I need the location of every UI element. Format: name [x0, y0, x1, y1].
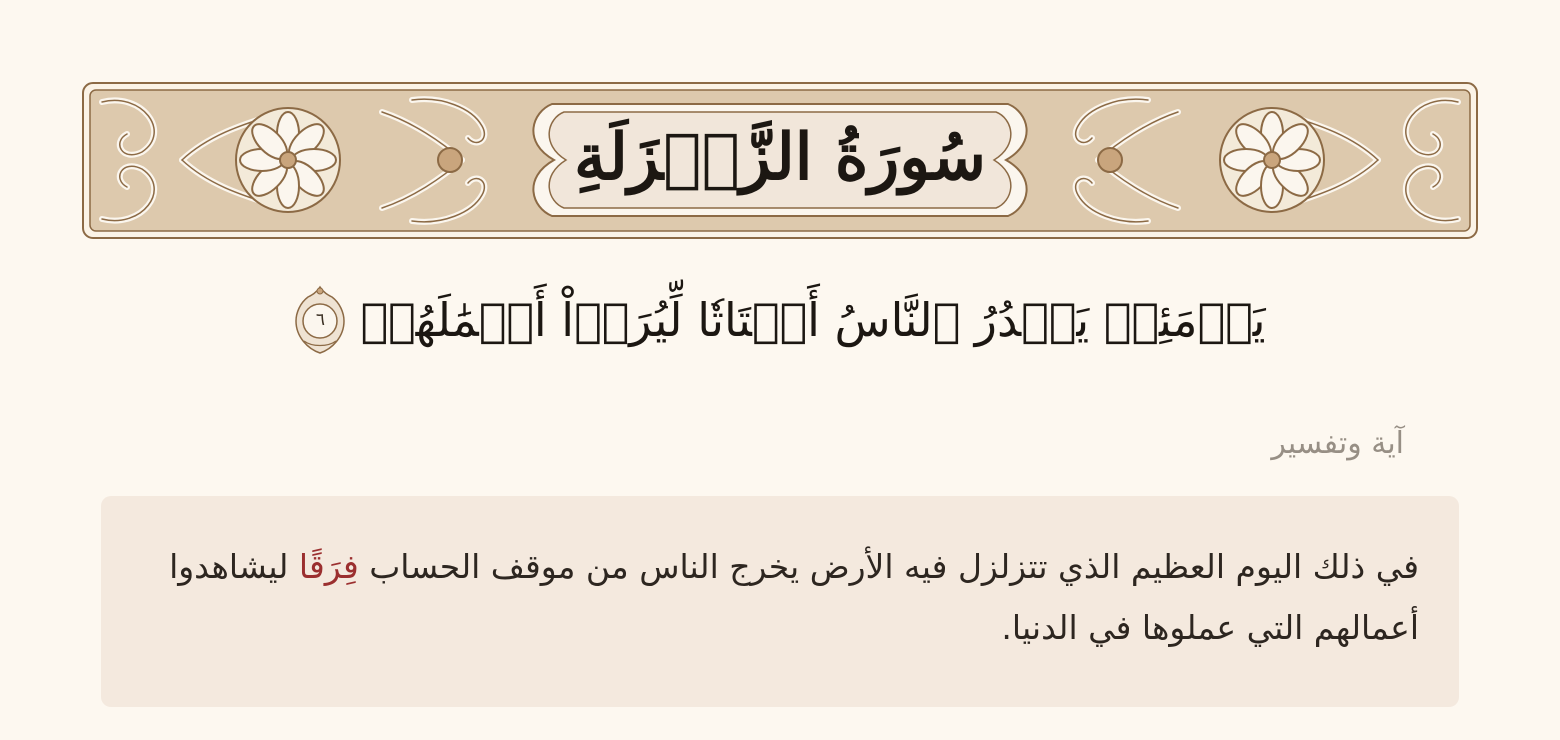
ayah-number-marker	[294, 285, 346, 355]
tafsir-card	[101, 496, 1459, 707]
verse-row	[0, 270, 1560, 370]
surah-title: سُورَةُ الزَّلۡزَلَةِ	[574, 120, 986, 195]
tafsir-highlight-word[interactable]: فِرَقًا	[298, 547, 359, 586]
section-label: آية وتفسير	[1271, 426, 1404, 461]
tafsir-text-before: في ذلك اليوم العظيم الذي تتزلزل فيه الأرض يخرج الناس من موقف الحساب	[358, 547, 1419, 586]
surah-banner	[82, 82, 1478, 239]
tafsir-text	[141, 536, 1419, 658]
verse-text: يَوۡمَئِذٖ يَصۡدُرُ ٱلنَّاسُ أَشۡتَاتٗا لِّيُرَوۡاْ أَعۡمَٰلَهُمۡ	[360, 293, 1266, 347]
tafsir-text-after: ليشاهدوا أعمالهم التي عملوها في الدنيا.	[169, 547, 1419, 647]
ayah-number: ٦	[315, 310, 326, 330]
